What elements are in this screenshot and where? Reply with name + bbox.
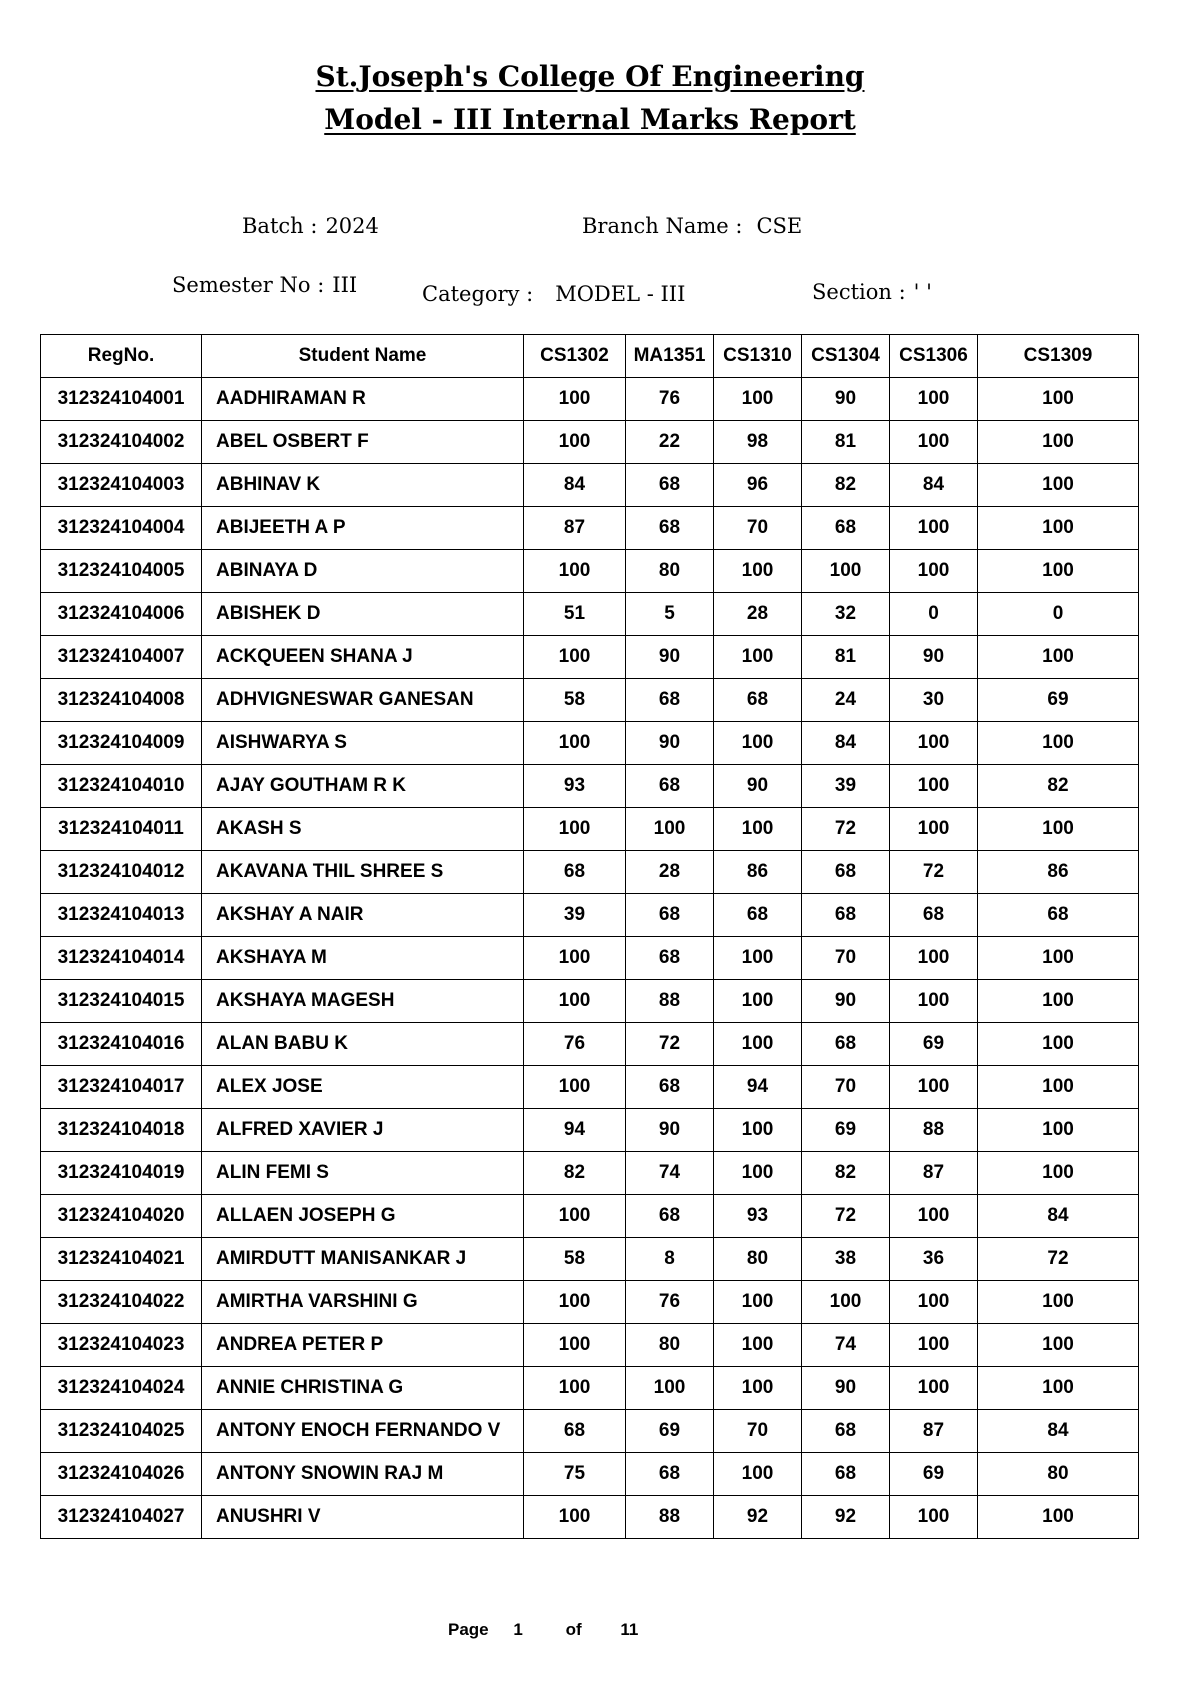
cs1306-mark: 100 — [890, 378, 978, 421]
cs1309-mark: 100 — [978, 1367, 1139, 1410]
cs1304-mark: 72 — [802, 808, 890, 851]
regno-cell: 312324104009 — [41, 722, 202, 765]
regno-cell: 312324104011 — [41, 808, 202, 851]
table-row — [41, 421, 1139, 464]
cs1306-mark: 87 — [890, 1152, 978, 1195]
cs1310-mark: 94 — [714, 1066, 802, 1109]
cs1302-mark: 68 — [524, 1410, 626, 1453]
regno-cell: 312324104001 — [41, 378, 202, 421]
cs1309-mark: 100 — [978, 636, 1139, 679]
cs1310-mark: 100 — [714, 1152, 802, 1195]
student-name-cell: ALIN FEMI S — [202, 1152, 524, 1195]
header-cs1304: CS1304 — [802, 335, 890, 378]
header-cs1306: CS1306 — [890, 335, 978, 378]
marks-table — [40, 334, 1139, 1539]
page-label: Page — [448, 1620, 489, 1639]
table-row — [41, 507, 1139, 550]
ma1351-mark: 76 — [626, 1281, 714, 1324]
cs1302-mark: 58 — [524, 679, 626, 722]
ma1351-mark: 80 — [626, 550, 714, 593]
cs1310-mark: 100 — [714, 1453, 802, 1496]
cs1306-mark: 100 — [890, 1066, 978, 1109]
cs1310-mark: 100 — [714, 1324, 802, 1367]
table-row — [41, 1410, 1139, 1453]
table-row — [41, 851, 1139, 894]
cs1304-mark: 82 — [802, 464, 890, 507]
student-name-cell: AKSHAY A NAIR — [202, 894, 524, 937]
ma1351-mark: 90 — [626, 722, 714, 765]
ma1351-mark: 5 — [626, 593, 714, 636]
page-footer — [448, 1620, 638, 1640]
cs1302-mark: 58 — [524, 1238, 626, 1281]
header-cs1309: CS1309 — [978, 335, 1139, 378]
cs1304-mark: 84 — [802, 722, 890, 765]
cs1309-mark: 86 — [978, 851, 1139, 894]
cs1310-mark: 70 — [714, 1410, 802, 1453]
cs1306-mark: 100 — [890, 1367, 978, 1410]
cs1309-mark: 100 — [978, 507, 1139, 550]
regno-cell: 312324104022 — [41, 1281, 202, 1324]
ma1351-mark: 68 — [626, 894, 714, 937]
cs1306-mark: 87 — [890, 1410, 978, 1453]
marks-table-body — [41, 378, 1139, 1539]
cs1302-mark: 100 — [524, 550, 626, 593]
semester-value: III — [332, 273, 358, 297]
regno-cell: 312324104021 — [41, 1238, 202, 1281]
regno-cell: 312324104008 — [41, 679, 202, 722]
cs1304-mark: 38 — [802, 1238, 890, 1281]
cs1302-mark: 84 — [524, 464, 626, 507]
student-name-cell: ABIJEETH A P — [202, 507, 524, 550]
cs1310-mark: 98 — [714, 421, 802, 464]
cs1309-mark: 100 — [978, 722, 1139, 765]
cs1306-mark: 68 — [890, 894, 978, 937]
cs1310-mark: 100 — [714, 937, 802, 980]
cs1310-mark: 96 — [714, 464, 802, 507]
regno-cell: 312324104024 — [41, 1367, 202, 1410]
cs1310-mark: 100 — [714, 636, 802, 679]
cs1306-mark: 100 — [890, 980, 978, 1023]
cs1302-mark: 100 — [524, 980, 626, 1023]
table-row — [41, 894, 1139, 937]
table-row — [41, 593, 1139, 636]
regno-cell: 312324104018 — [41, 1109, 202, 1152]
header-cs1310: CS1310 — [714, 335, 802, 378]
cs1309-mark: 84 — [978, 1195, 1139, 1238]
cs1309-mark: 100 — [978, 1152, 1139, 1195]
cs1304-mark: 24 — [802, 679, 890, 722]
cs1304-mark: 68 — [802, 851, 890, 894]
cs1306-mark: 100 — [890, 421, 978, 464]
report-title: Model - III Internal Marks Report — [324, 103, 856, 136]
ma1351-mark: 22 — [626, 421, 714, 464]
table-row — [41, 980, 1139, 1023]
regno-cell: 312324104012 — [41, 851, 202, 894]
cs1309-mark: 72 — [978, 1238, 1139, 1281]
ma1351-mark: 80 — [626, 1324, 714, 1367]
cs1309-mark: 100 — [978, 421, 1139, 464]
regno-cell: 312324104016 — [41, 1023, 202, 1066]
table-row — [41, 1453, 1139, 1496]
regno-cell: 312324104005 — [41, 550, 202, 593]
cs1304-mark: 68 — [802, 1023, 890, 1066]
ma1351-mark: 68 — [626, 1453, 714, 1496]
cs1309-mark: 100 — [978, 1281, 1139, 1324]
section-info — [812, 280, 932, 304]
student-name-cell: ANDREA PETER P — [202, 1324, 524, 1367]
ma1351-mark: 68 — [626, 937, 714, 980]
cs1302-mark: 100 — [524, 636, 626, 679]
ma1351-mark: 68 — [626, 1066, 714, 1109]
regno-cell: 312324104014 — [41, 937, 202, 980]
ma1351-mark: 100 — [626, 1367, 714, 1410]
cs1306-mark: 100 — [890, 765, 978, 808]
regno-cell: 312324104007 — [41, 636, 202, 679]
ma1351-mark: 8 — [626, 1238, 714, 1281]
cs1309-mark: 80 — [978, 1453, 1139, 1496]
cs1309-mark: 68 — [978, 894, 1139, 937]
header-regno: RegNo. — [41, 335, 202, 378]
cs1304-mark: 68 — [802, 1453, 890, 1496]
cs1306-mark: 72 — [890, 851, 978, 894]
cs1302-mark: 39 — [524, 894, 626, 937]
regno-cell: 312324104027 — [41, 1496, 202, 1539]
cs1306-mark: 30 — [890, 679, 978, 722]
cs1304-mark: 72 — [802, 1195, 890, 1238]
student-name-cell: ABISHEK D — [202, 593, 524, 636]
table-row — [41, 464, 1139, 507]
cs1306-mark: 84 — [890, 464, 978, 507]
ma1351-mark: 68 — [626, 464, 714, 507]
table-row — [41, 550, 1139, 593]
student-name-cell: ALEX JOSE — [202, 1066, 524, 1109]
table-row — [41, 378, 1139, 421]
regno-cell: 312324104017 — [41, 1066, 202, 1109]
cs1310-mark: 100 — [714, 1367, 802, 1410]
page-current: 1 — [513, 1620, 523, 1639]
cs1306-mark: 100 — [890, 722, 978, 765]
cs1310-mark: 100 — [714, 1023, 802, 1066]
cs1306-mark: 100 — [890, 1195, 978, 1238]
regno-cell: 312324104020 — [41, 1195, 202, 1238]
ma1351-mark: 90 — [626, 1109, 714, 1152]
branch-info — [582, 214, 802, 238]
cs1302-mark: 68 — [524, 851, 626, 894]
cs1304-mark: 70 — [802, 937, 890, 980]
cs1304-mark: 68 — [802, 507, 890, 550]
cs1310-mark: 28 — [714, 593, 802, 636]
table-row — [41, 1152, 1139, 1195]
table-row — [41, 722, 1139, 765]
branch-label: Branch Name : — [582, 214, 743, 238]
table-row — [41, 1023, 1139, 1066]
cs1306-mark: 0 — [890, 593, 978, 636]
cs1302-mark: 100 — [524, 937, 626, 980]
cs1309-mark: 0 — [978, 593, 1139, 636]
cs1306-mark: 100 — [890, 808, 978, 851]
cs1306-mark: 100 — [890, 1281, 978, 1324]
cs1304-mark: 68 — [802, 894, 890, 937]
table-row — [41, 937, 1139, 980]
regno-cell: 312324104010 — [41, 765, 202, 808]
category-label: Category : — [422, 282, 534, 306]
student-name-cell: ANNIE CHRISTINA G — [202, 1367, 524, 1410]
page-total: 11 — [620, 1620, 639, 1639]
student-name-cell: AKAVANA THIL SHREE S — [202, 851, 524, 894]
header-ma1351: MA1351 — [626, 335, 714, 378]
cs1310-mark: 100 — [714, 808, 802, 851]
semester-info — [172, 273, 357, 297]
ma1351-mark: 69 — [626, 1410, 714, 1453]
cs1309-mark: 100 — [978, 550, 1139, 593]
student-name-cell: AKSHAYA M — [202, 937, 524, 980]
cs1309-mark: 100 — [978, 1066, 1139, 1109]
ma1351-mark: 100 — [626, 808, 714, 851]
student-name-cell: AKASH S — [202, 808, 524, 851]
cs1306-mark: 100 — [890, 937, 978, 980]
ma1351-mark: 74 — [626, 1152, 714, 1195]
regno-cell: 312324104025 — [41, 1410, 202, 1453]
regno-cell: 312324104002 — [41, 421, 202, 464]
student-name-cell: ALLAEN JOSEPH G — [202, 1195, 524, 1238]
regno-cell: 312324104003 — [41, 464, 202, 507]
table-row — [41, 1281, 1139, 1324]
cs1302-mark: 100 — [524, 1496, 626, 1539]
section-label: Section : — [812, 280, 906, 304]
table-row — [41, 1195, 1139, 1238]
student-name-cell: ABEL OSBERT F — [202, 421, 524, 464]
cs1310-mark: 80 — [714, 1238, 802, 1281]
cs1304-mark: 68 — [802, 1410, 890, 1453]
regno-cell: 312324104006 — [41, 593, 202, 636]
category-info — [422, 282, 685, 306]
ma1351-mark: 88 — [626, 980, 714, 1023]
cs1310-mark: 100 — [714, 980, 802, 1023]
cs1304-mark: 100 — [802, 550, 890, 593]
student-name-cell: AJAY GOUTHAM R K — [202, 765, 524, 808]
header-cs1302: CS1302 — [524, 335, 626, 378]
cs1304-mark: 90 — [802, 1367, 890, 1410]
table-row — [41, 679, 1139, 722]
regno-cell: 312324104013 — [41, 894, 202, 937]
table-row — [41, 1066, 1139, 1109]
student-name-cell: AMIRTHA VARSHINI G — [202, 1281, 524, 1324]
cs1309-mark: 100 — [978, 1324, 1139, 1367]
cs1310-mark: 70 — [714, 507, 802, 550]
cs1310-mark: 68 — [714, 679, 802, 722]
student-name-cell: ABINAYA D — [202, 550, 524, 593]
cs1304-mark: 70 — [802, 1066, 890, 1109]
ma1351-mark: 76 — [626, 378, 714, 421]
ma1351-mark: 68 — [626, 679, 714, 722]
cs1309-mark: 100 — [978, 937, 1139, 980]
batch-value: 2024 — [325, 214, 379, 238]
cs1310-mark: 100 — [714, 1281, 802, 1324]
cs1304-mark: 82 — [802, 1152, 890, 1195]
student-name-cell: AKSHAYA MAGESH — [202, 980, 524, 1023]
ma1351-mark: 68 — [626, 765, 714, 808]
cs1302-mark: 100 — [524, 1066, 626, 1109]
student-name-cell: ALAN BABU K — [202, 1023, 524, 1066]
table-row — [41, 1496, 1139, 1539]
table-row — [41, 1324, 1139, 1367]
table-row — [41, 765, 1139, 808]
regno-cell: 312324104023 — [41, 1324, 202, 1367]
regno-cell: 312324104019 — [41, 1152, 202, 1195]
cs1309-mark: 100 — [978, 378, 1139, 421]
cs1302-mark: 51 — [524, 593, 626, 636]
ma1351-mark: 68 — [626, 507, 714, 550]
cs1304-mark: 69 — [802, 1109, 890, 1152]
cs1310-mark: 100 — [714, 378, 802, 421]
ma1351-mark: 28 — [626, 851, 714, 894]
batch-info — [242, 214, 379, 238]
table-row — [41, 1109, 1139, 1152]
cs1306-mark: 100 — [890, 1496, 978, 1539]
cs1309-mark: 100 — [978, 464, 1139, 507]
cs1310-mark: 86 — [714, 851, 802, 894]
ma1351-mark: 68 — [626, 1195, 714, 1238]
cs1302-mark: 100 — [524, 808, 626, 851]
cs1304-mark: 100 — [802, 1281, 890, 1324]
student-name-cell: ABHINAV K — [202, 464, 524, 507]
cs1302-mark: 75 — [524, 1453, 626, 1496]
cs1310-mark: 100 — [714, 722, 802, 765]
header-student-name: Student Name — [202, 335, 524, 378]
of-label: of — [565, 1620, 582, 1639]
cs1304-mark: 74 — [802, 1324, 890, 1367]
cs1306-mark: 36 — [890, 1238, 978, 1281]
cs1306-mark: 100 — [890, 1324, 978, 1367]
student-name-cell: ACKQUEEN SHANA J — [202, 636, 524, 679]
cs1306-mark: 100 — [890, 507, 978, 550]
section-value: ' ' — [913, 280, 932, 304]
table-row — [41, 636, 1139, 679]
cs1302-mark: 100 — [524, 722, 626, 765]
cs1304-mark: 39 — [802, 765, 890, 808]
cs1304-mark: 90 — [802, 980, 890, 1023]
cs1302-mark: 87 — [524, 507, 626, 550]
cs1302-mark: 100 — [524, 1281, 626, 1324]
student-name-cell: AADHIRAMAN R — [202, 378, 524, 421]
student-name-cell: ANTONY ENOCH FERNANDO V — [202, 1410, 524, 1453]
cs1309-mark: 100 — [978, 808, 1139, 851]
table-row — [41, 1367, 1139, 1410]
student-name-cell: ANUSHRI V — [202, 1496, 524, 1539]
cs1306-mark: 69 — [890, 1023, 978, 1066]
cs1310-mark: 100 — [714, 550, 802, 593]
cs1304-mark: 92 — [802, 1496, 890, 1539]
cs1309-mark: 100 — [978, 1496, 1139, 1539]
ma1351-mark: 90 — [626, 636, 714, 679]
cs1302-mark: 100 — [524, 421, 626, 464]
cs1302-mark: 100 — [524, 1195, 626, 1238]
cs1309-mark: 100 — [978, 980, 1139, 1023]
cs1302-mark: 100 — [524, 1324, 626, 1367]
regno-cell: 312324104004 — [41, 507, 202, 550]
regno-cell: 312324104026 — [41, 1453, 202, 1496]
cs1309-mark: 100 — [978, 1023, 1139, 1066]
cs1310-mark: 90 — [714, 765, 802, 808]
student-name-cell: ANTONY SNOWIN RAJ M — [202, 1453, 524, 1496]
cs1309-mark: 84 — [978, 1410, 1139, 1453]
regno-cell: 312324104015 — [41, 980, 202, 1023]
cs1310-mark: 68 — [714, 894, 802, 937]
ma1351-mark: 72 — [626, 1023, 714, 1066]
batch-label: Batch : — [242, 214, 318, 238]
student-name-cell: AISHWARYA S — [202, 722, 524, 765]
cs1306-mark: 90 — [890, 636, 978, 679]
table-header-row — [41, 335, 1139, 378]
student-name-cell: ALFRED XAVIER J — [202, 1109, 524, 1152]
student-name-cell: AMIRDUTT MANISANKAR J — [202, 1238, 524, 1281]
cs1306-mark: 100 — [890, 550, 978, 593]
table-row — [41, 1238, 1139, 1281]
cs1304-mark: 81 — [802, 421, 890, 464]
student-name-cell: ADHVIGNESWAR GANESAN — [202, 679, 524, 722]
ma1351-mark: 88 — [626, 1496, 714, 1539]
cs1304-mark: 90 — [802, 378, 890, 421]
cs1309-mark: 100 — [978, 1109, 1139, 1152]
cs1302-mark: 100 — [524, 1367, 626, 1410]
table-row — [41, 808, 1139, 851]
college-name: St.Joseph's College Of Engineering — [315, 60, 865, 93]
cs1310-mark: 100 — [714, 1109, 802, 1152]
cs1304-mark: 32 — [802, 593, 890, 636]
cs1306-mark: 88 — [890, 1109, 978, 1152]
cs1302-mark: 82 — [524, 1152, 626, 1195]
semester-label: Semester No : — [172, 273, 325, 297]
cs1310-mark: 93 — [714, 1195, 802, 1238]
cs1302-mark: 94 — [524, 1109, 626, 1152]
cs1310-mark: 92 — [714, 1496, 802, 1539]
cs1309-mark: 82 — [978, 765, 1139, 808]
cs1302-mark: 76 — [524, 1023, 626, 1066]
cs1304-mark: 81 — [802, 636, 890, 679]
cs1302-mark: 93 — [524, 765, 626, 808]
branch-value: CSE — [756, 214, 803, 238]
category-value: MODEL - III — [555, 282, 686, 306]
cs1309-mark: 69 — [978, 679, 1139, 722]
cs1306-mark: 69 — [890, 1453, 978, 1496]
cs1302-mark: 100 — [524, 378, 626, 421]
